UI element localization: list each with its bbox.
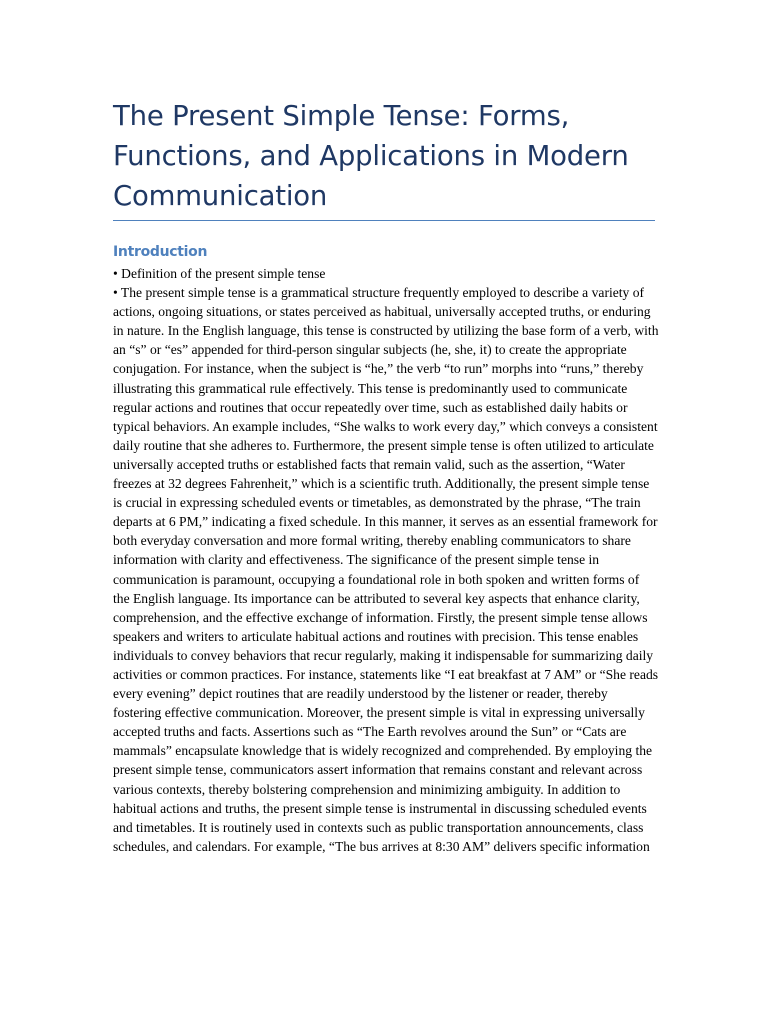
bullet-body-paragraph: • The present simple tense is a grammatical structure frequently employed to describe a variety of actions, ongoing situations, or states perceived as habitual, universally accepted truths, or enduring in nature. In the English language, this tense is constructed by utilizing the base form of a verb, with an “s” or “es” appended for third-person singular subjects (he, she, it) to create the appropriate conjugation. For instance, when the subject is “he,” the verb “to run” morphs into “runs,” thereby illustrating this grammatical rule effectively. This tense is predominantly used to communicate regular actions and routines that occur repeatedly over time, such as established daily habits or typical behaviors. An example includes, “She walks to work every day,” which conveys a consistent daily routine that she adheres to. Furthermore, the present simple tense is often utilized to articulate universally accepted truths or established facts that remain valid, such as the assertion, “Water freezes at 32 degrees Fahrenheit,” which is a scientific truth. Additionally, the present simple tense is crucial in expressing scheduled events or timetables, as demonstrated by the phrase, “The train departs at 6 PM,” indicating a fixed schedule. In this manner, it serves as an essential framework for both everyday conversation and more formal writing, thereby enabling communicators to share information with clarity and effectiveness. The significance of the present simple tense in communication is paramount, occupying a foundational role in both spoken and written forms of the English language. Its importance can be attributed to several key aspects that enhance clarity, comprehension, and the effective exchange of information. Firstly, the present simple tense allows speakers and writers to articulate habitual actions and routines with precision. This tense enables individuals to convey behaviors that recur regularly, making it indispensable for summarizing daily activities or common practices. For instance, statements like “I eat breakfast at 7 AM” or “She reads every evening” depict routines that are readily understood by the listener or reader, thereby fostering effective communication. Moreover, the present simple is vital in expressing universally accepted truths and facts. Assertions such as “The Earth revolves around the Sun” or “Cats are mammals” encapsulate knowledge that is widely recognized and comprehended. By employing the present simple tense, communicators assert information that remains constant and relevant across various contexts, thereby bolstering comprehension and minimizing ambiguity. In addition to habitual actions and truths, the present simple tense is instrumental in discussing scheduled events and timetables. It is routinely used in contexts such as public transportation announcements, class schedules, and calendars. For example, “The bus arrives at 8:30 AM” delivers specific information	[113, 285, 659, 854]
bullet-definition: • Definition of the present simple tense	[113, 266, 326, 281]
title-divider	[113, 220, 655, 221]
section-heading-introduction: Introduction	[113, 244, 208, 260]
document-title: The Present Simple Tense: Forms, Functions, and Applications in Modern Communication	[113, 100, 629, 212]
document-body	[113, 264, 659, 856]
